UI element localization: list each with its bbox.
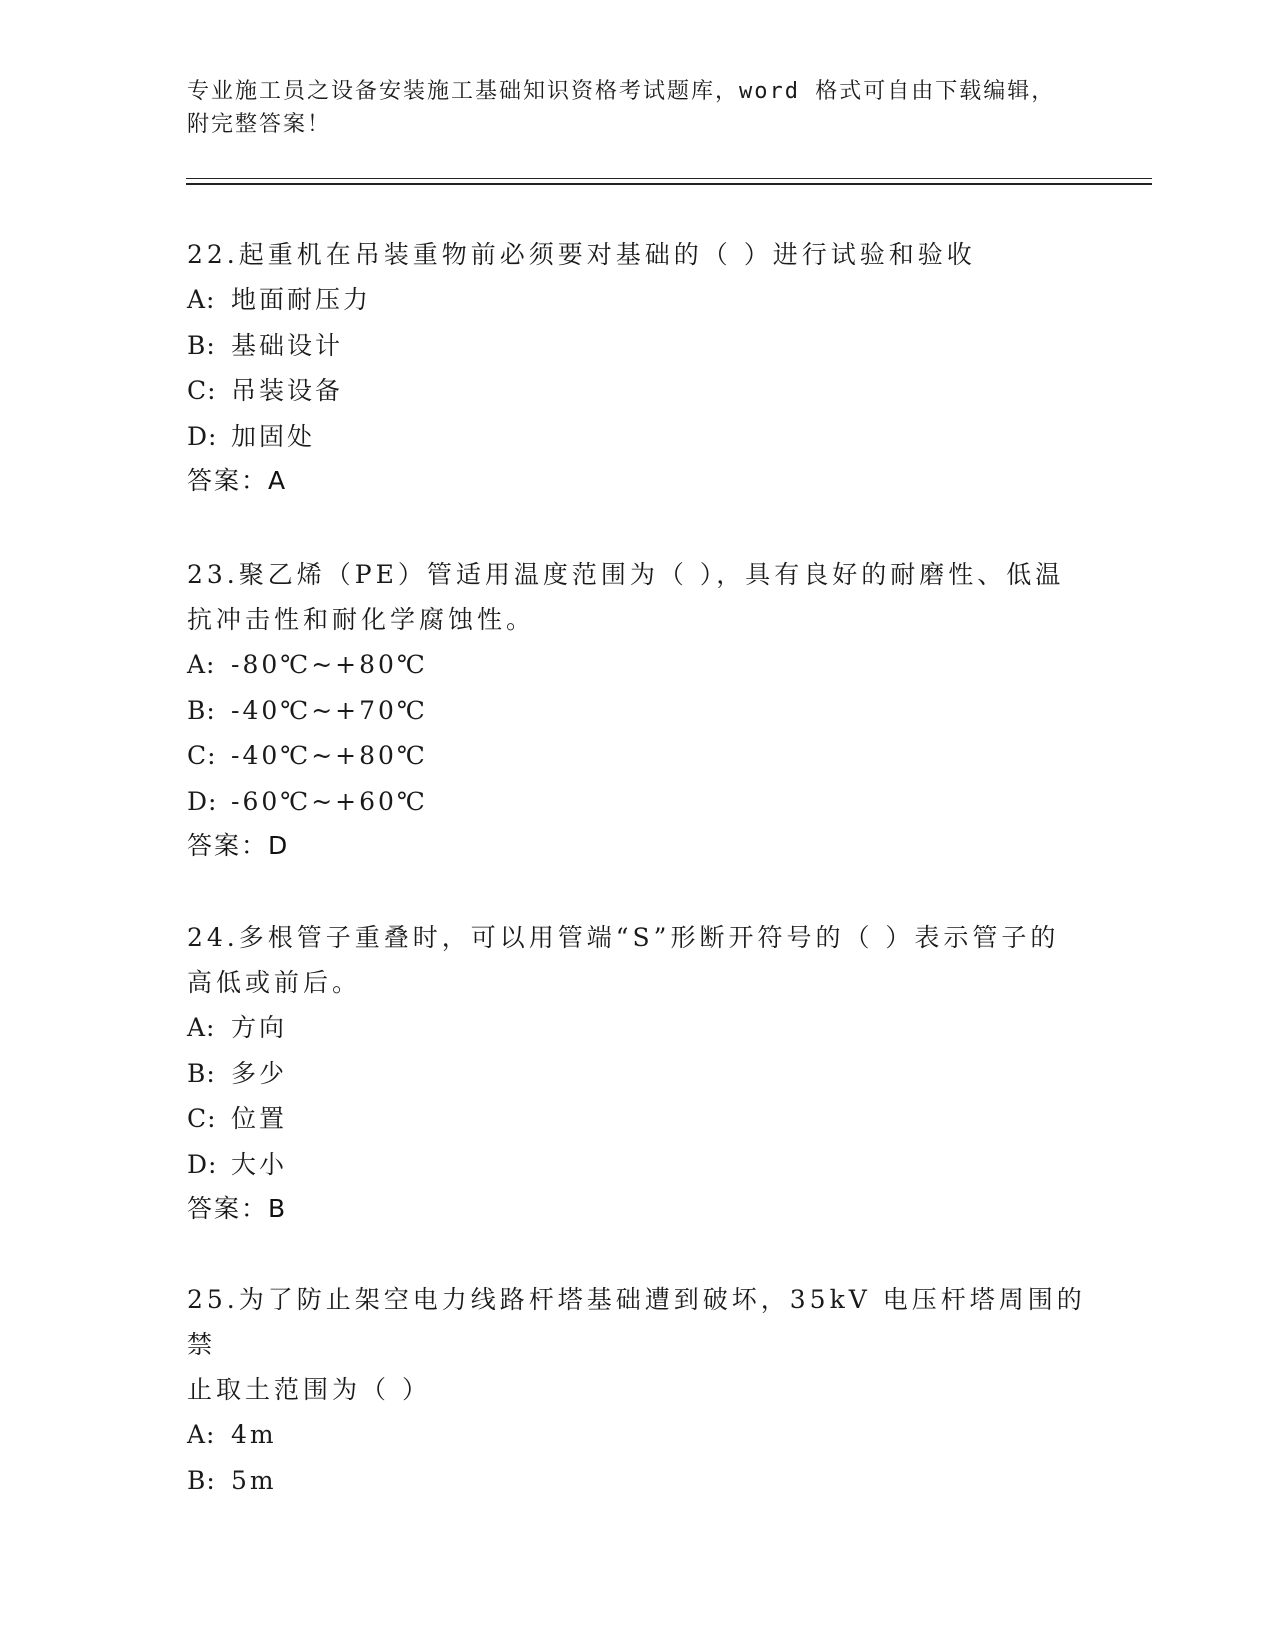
option-text: -40℃~+80℃ <box>231 741 428 770</box>
option-key: B: <box>187 1465 216 1495</box>
answer-label: 答案：A <box>187 466 288 495</box>
option-text: 5m <box>231 1465 277 1495</box>
option-b <box>187 1051 1087 1097</box>
question-25 <box>187 1277 1087 1503</box>
option-d <box>187 414 1087 460</box>
option-c <box>187 733 1087 779</box>
question-24 <box>187 915 1087 1231</box>
question-22 <box>187 232 1087 503</box>
question-stem-continued: 抗冲击性和耐化学腐蚀性。 <box>187 605 536 634</box>
option-b <box>187 323 1087 369</box>
option-text: 吊装设备 <box>231 376 344 405</box>
option-key: C: <box>187 376 217 405</box>
answer-label: 答案：D <box>187 831 290 860</box>
option-c <box>187 368 1087 414</box>
option-a <box>187 1412 1087 1458</box>
option-b <box>187 1458 1087 1504</box>
option-key: C: <box>187 1104 217 1133</box>
document-header <box>187 75 1087 141</box>
option-text: 地面耐压力 <box>231 285 372 314</box>
option-key: B: <box>187 1058 216 1088</box>
option-c <box>187 1096 1087 1142</box>
option-text: 大小 <box>231 1149 288 1179</box>
option-key: A: <box>187 650 216 679</box>
question-stem: 23.聚乙烯（PE）管适用温度范围为（ ），具有良好的耐磨性、低温 <box>187 560 1065 589</box>
option-text: -40℃~+70℃ <box>231 695 428 725</box>
option-key: A: <box>187 1013 216 1042</box>
option-key: D: <box>187 421 218 451</box>
option-key: A: <box>187 1420 216 1449</box>
option-key: D: <box>187 1149 218 1179</box>
option-text: 多少 <box>231 1058 288 1088</box>
option-key: A: <box>187 285 216 314</box>
question-stem-continued: 止取土范围为（ ） <box>187 1375 431 1404</box>
question-stem-continued: 高低或前后。 <box>187 968 362 997</box>
option-b <box>187 688 1087 734</box>
option-text: 加固处 <box>231 421 316 451</box>
option-key: C: <box>187 741 217 770</box>
option-a <box>187 642 1087 688</box>
option-text: -60℃~+60℃ <box>231 786 428 816</box>
option-text: 位置 <box>231 1104 288 1133</box>
question-23 <box>187 552 1087 868</box>
question-stem: 25.为了防止架空电力线路杆塔基础遭到破坏，35kV 电压杆塔周围的禁 <box>187 1285 1086 1359</box>
option-text: 方向 <box>231 1013 288 1042</box>
option-a <box>187 277 1087 323</box>
option-text: -80℃~+80℃ <box>231 650 428 679</box>
header-line-1: 专业施工员之设备安装施工基础知识资格考试题库，word 格式可自由下载编辑， <box>187 79 1056 104</box>
option-a <box>187 1005 1087 1051</box>
option-text: 基础设计 <box>231 330 344 360</box>
header-divider-thick <box>186 183 1152 185</box>
option-d <box>187 1142 1087 1188</box>
option-key: D: <box>187 786 218 816</box>
option-key: B: <box>187 330 216 360</box>
option-key: B: <box>187 695 216 725</box>
question-stem: 24.多根管子重叠时，可以用管端“S”形断开符号的（ ）表示管子的 <box>187 923 1060 952</box>
header-line-2: 附完整答案！ <box>187 112 332 137</box>
answer-label: 答案：B <box>187 1194 288 1223</box>
question-stem: 22.起重机在吊装重物前必须要对基础的（ ）进行试验和验收 <box>187 240 976 269</box>
header-divider-thin <box>186 178 1152 179</box>
option-text: 4m <box>231 1420 277 1449</box>
option-d <box>187 779 1087 825</box>
